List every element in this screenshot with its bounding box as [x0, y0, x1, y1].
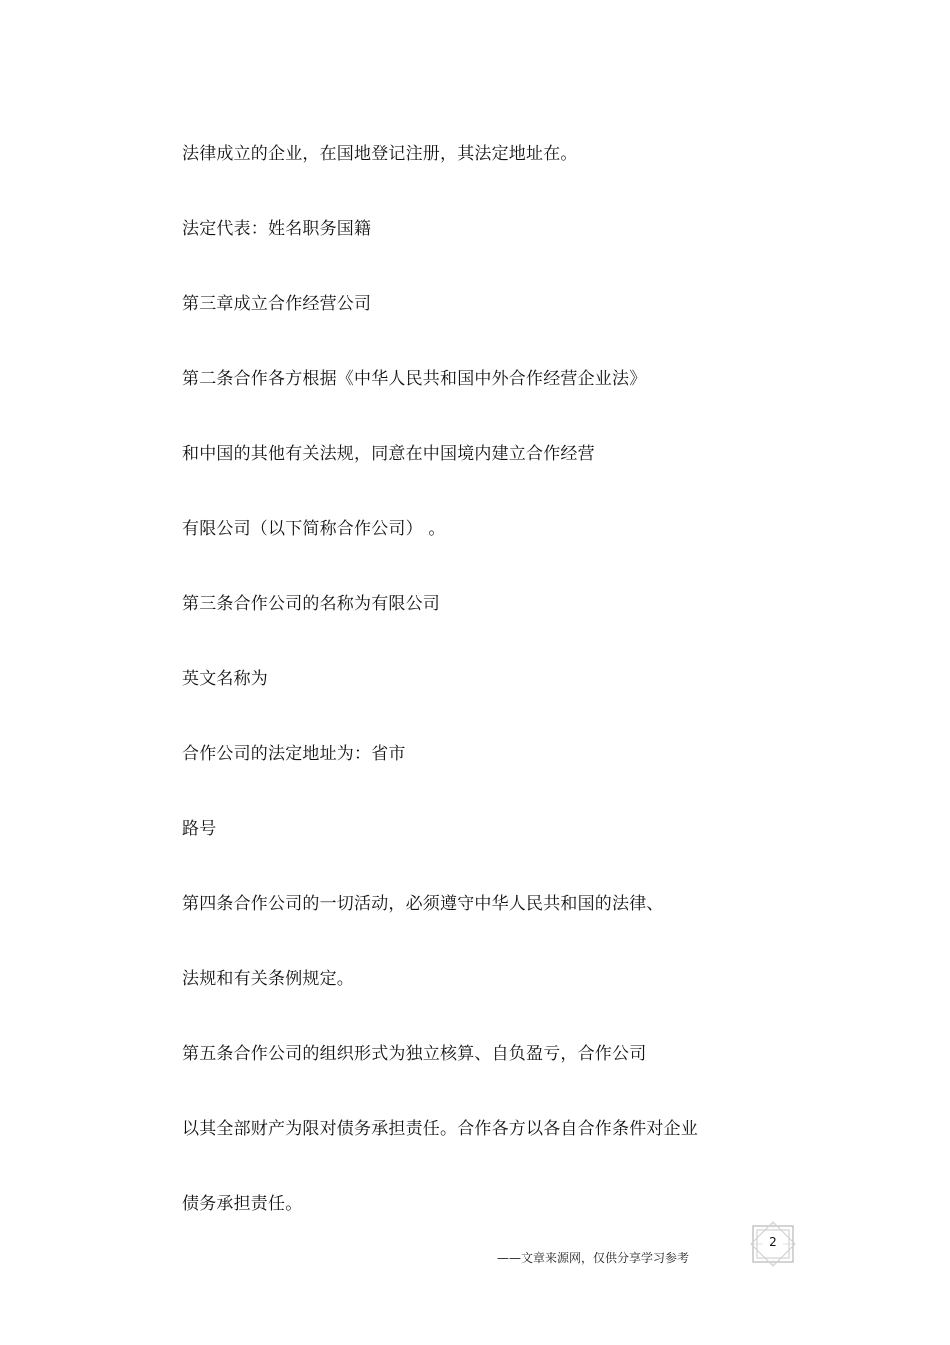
page-number: 2: [769, 1235, 777, 1249]
text-line: 第三条合作公司的名称为有限公司: [182, 594, 440, 614]
text-line: 第二条合作各方根据《中华人民共和国中外合作经营企业法》: [182, 369, 647, 389]
text-line: 法定代表：姓名职务国籍: [182, 219, 372, 239]
page-number-badge: [749, 1220, 797, 1268]
text-line: 第四条合作公司的一切活动，必须遵守中华人民共和国的法律、: [182, 894, 664, 914]
text-line: 合作公司的法定地址为：省市: [182, 744, 406, 764]
text-line: 以其全部财产为限对债务承担责任。合作各方以各自合作条件对企业: [182, 1119, 698, 1139]
chapter-heading: 第三章成立合作经营公司: [182, 294, 372, 314]
text-line: 法律成立的企业，在国地登记注册，其法定地址在。: [182, 144, 578, 164]
text-line: 第五条合作公司的组织形式为独立核算、自负盈亏，合作公司: [182, 1044, 647, 1064]
text-line: 英文名称为: [182, 669, 268, 689]
text-line: 路号: [182, 819, 217, 839]
text-line: 法规和有关条例规定。: [182, 969, 354, 989]
text-line: 和中国的其他有关法规，同意在中国境内建立合作经营: [182, 444, 595, 464]
text-line: 有限公司（以下简称合作公司） 。: [182, 519, 446, 539]
footer-source-note: ——文章来源网，仅供分享学习参考: [497, 1251, 690, 1265]
text-line: 债务承担责任。: [182, 1194, 303, 1214]
